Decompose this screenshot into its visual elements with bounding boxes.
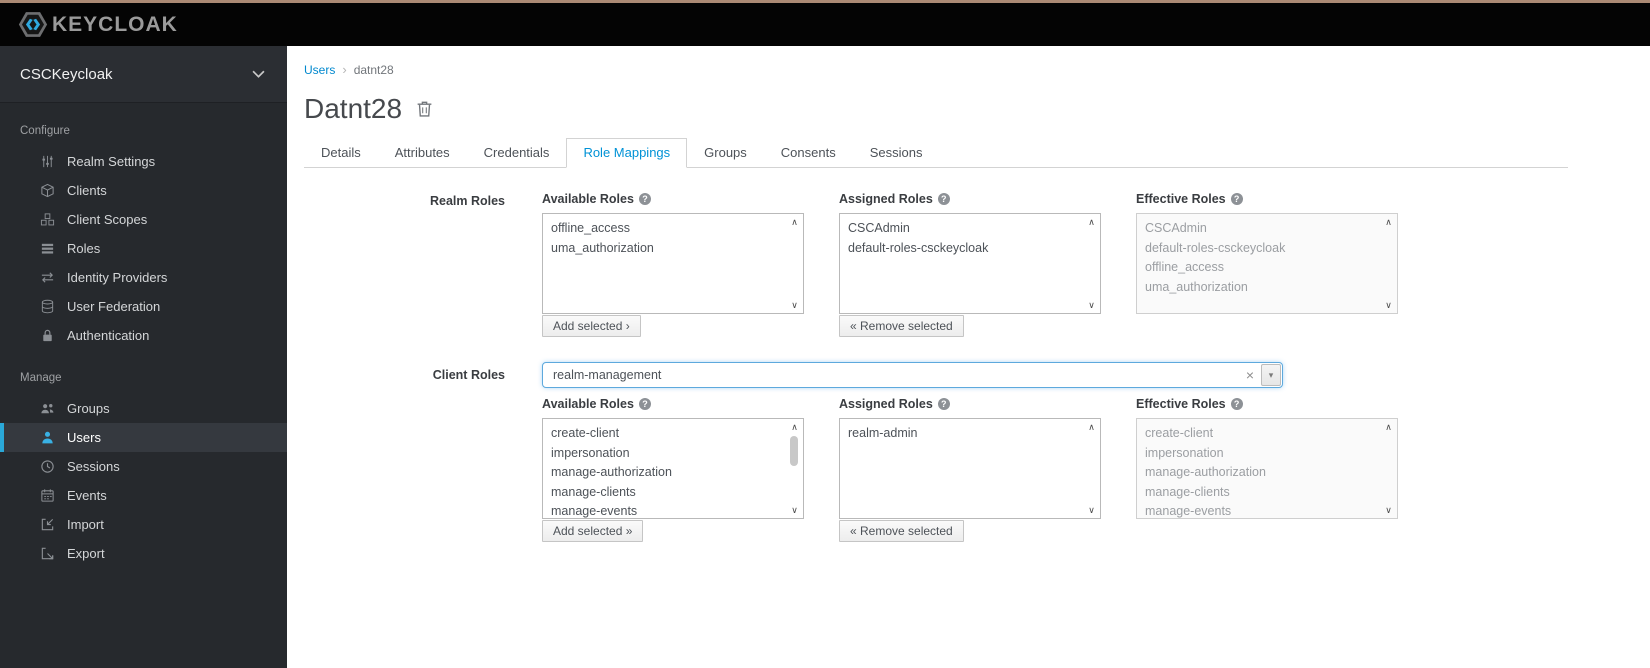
role-option: manage-events [1145,504,1232,518]
realm-roles-row [304,192,1650,337]
scroll-up-icon[interactable]: ∧ [1088,217,1095,227]
realm-assigned-roles-listbox[interactable] [839,213,1101,314]
scrollbar[interactable] [1381,215,1396,312]
client-available-roles-listbox[interactable] [542,418,804,519]
sidebar-item-label: Export [67,546,105,561]
users-group-icon [39,401,55,416]
breadcrumb-current: datnt28 [353,62,394,77]
role-option[interactable]: default-roles-csckeycloak [848,240,989,255]
realm-selector-label: CSCKeycloak [20,65,113,83]
role-mappings-form [304,192,1650,542]
scroll-up-icon[interactable]: ∧ [1088,422,1095,432]
realm-assigned-column [839,192,1101,337]
role-option[interactable]: impersonation [551,445,630,460]
keycloak-hexagon-icon [18,11,48,38]
scrollbar-thumb[interactable] [790,436,798,466]
sidebar-item-label: Identity Providers [67,270,168,285]
scrollbar[interactable] [1084,215,1099,312]
sidebar-item-label: Client Scopes [67,212,148,227]
sidebar-item-label: Clients [67,183,107,198]
lock-icon [39,328,55,343]
realm-remove-selected-button[interactable]: « Remove selected [839,315,964,337]
realm-selector[interactable] [0,46,287,103]
help-icon[interactable]: ? [1231,193,1243,205]
scroll-down-icon[interactable]: ∨ [1088,505,1095,515]
client-available-column [542,397,804,542]
client-remove-selected-button[interactable]: « Remove selected [839,520,964,542]
sidebar-item-authentication[interactable] [0,321,287,350]
effective-roles-label: Effective Roles [1136,192,1226,206]
tab-attributes[interactable]: Attributes [394,145,450,160]
help-icon[interactable]: ? [938,193,950,205]
available-roles-label: Available Roles [542,397,634,411]
keycloak-logo[interactable] [18,11,178,38]
export-icon [39,546,55,561]
page-title: Datnt28 [304,93,403,124]
caret-down-icon: ▾ [1268,369,1274,380]
breadcrumb [304,62,1650,77]
help-icon[interactable]: ? [938,398,950,410]
sidebar-item-label: Authentication [67,328,150,343]
client-effective-roles-listbox [1136,418,1398,519]
exchange-arrows-icon [39,270,55,285]
scrollbar[interactable] [787,420,802,517]
sliders-icon [39,154,55,169]
scroll-up-icon[interactable]: ∧ [791,217,798,227]
client-roles-lists-row [304,397,1650,542]
sidebar-item-events[interactable] [0,481,287,510]
role-option[interactable]: manage-events [551,504,638,518]
list-bars-icon [39,241,55,256]
scroll-down-icon[interactable]: ∨ [1385,505,1392,515]
clock-icon [39,459,55,474]
title-row [304,93,1650,125]
tab-credentials[interactable]: Credentials [483,145,550,160]
user-icon [39,430,55,445]
sidebar-nav [0,103,287,568]
role-option[interactable]: manage-clients [551,484,636,499]
combobox-dropdown-toggle[interactable] [1261,364,1281,386]
main-content [287,46,1650,668]
role-option[interactable]: create-client [551,426,620,440]
sidebar-item-users[interactable] [0,423,287,452]
scrollbar[interactable] [1381,420,1396,517]
top-navbar [0,3,1650,46]
chevron-down-icon [252,70,265,78]
sidebar-item-label: User Federation [67,299,161,314]
role-option: manage-clients [1145,484,1230,499]
assigned-roles-label: Assigned Roles [839,192,933,206]
realm-effective-column [1136,192,1398,337]
sidebar-item-groups[interactable] [0,394,287,423]
role-option: create-client [1145,426,1214,440]
realm-available-column [542,192,804,337]
role-option: offline_access [1145,260,1224,274]
sidebar-item-label: Import [67,517,104,532]
cubes-icon [39,212,55,227]
effective-roles-label: Effective Roles [1136,397,1226,411]
clear-selection-icon[interactable]: × [1245,367,1254,383]
client-assigned-roles-listbox[interactable] [839,418,1101,519]
realm-effective-roles-listbox [1136,213,1398,314]
sidebar-item-roles[interactable] [0,234,287,263]
sidebar-item-label: Users [67,430,101,445]
client-select-value[interactable]: realm-management [553,368,662,382]
tab-groups[interactable]: Groups [704,145,747,160]
help-icon[interactable]: ? [639,193,651,205]
calendar-icon [39,488,55,503]
sidebar-item-label: Events [67,488,107,503]
sidebar-item-clients[interactable] [0,176,287,205]
client-assigned-column [839,397,1101,542]
nav-section-configure: Configure [20,125,70,137]
sidebar-item-user-federation[interactable] [0,292,287,321]
role-option[interactable]: CSCAdmin [848,221,910,235]
tab-details[interactable]: Details [321,145,361,160]
help-icon[interactable]: ? [1231,398,1243,410]
assigned-roles-label: Assigned Roles [839,397,933,411]
sidebar-item-label: Sessions [67,459,120,474]
sidebar-item-realm-settings[interactable] [0,147,287,176]
role-option: manage-authorization [1145,465,1266,479]
scrollbar[interactable] [787,215,802,312]
client-add-selected-button[interactable]: Add selected » [542,520,643,542]
available-roles-label: Available Roles [542,192,634,206]
keycloak-logo-text: KEYCLOAK [52,12,178,36]
scroll-down-icon[interactable]: ∨ [791,505,798,515]
tab-role-mappings[interactable]: Role Mappings [566,138,687,168]
nav-section-manage: Manage [20,372,62,384]
realm-available-roles-listbox[interactable] [542,213,804,314]
scroll-up-icon[interactable]: ∧ [1385,422,1392,432]
sidebar-item-label: Realm Settings [67,154,156,169]
sidebar-item-sessions[interactable] [0,452,287,481]
sidebar-item-identity-providers[interactable] [0,263,287,292]
tab-consents[interactable]: Consents [780,145,836,160]
tab-bar [304,138,1568,168]
scroll-down-icon[interactable]: ∨ [791,300,798,310]
sidebar-item-export[interactable] [0,539,287,568]
database-icon [39,299,55,314]
scroll-down-icon[interactable]: ∨ [1385,300,1392,310]
scroll-up-icon[interactable]: ∧ [791,422,798,432]
client-roles-label: Client Roles [432,368,505,382]
sidebar-item-client-scopes[interactable] [0,205,287,234]
sidebar [0,46,287,668]
delete-user-trash-icon[interactable] [416,100,433,118]
tab-sessions[interactable]: Sessions [869,145,923,160]
scroll-up-icon[interactable]: ∧ [1385,217,1392,227]
scroll-down-icon[interactable]: ∨ [1088,300,1095,310]
role-option: uma_authorization [1145,279,1248,294]
role-option[interactable]: uma_authorization [551,240,654,255]
breadcrumb-users-link[interactable]: Users [304,62,336,77]
realm-add-selected-button[interactable]: Add selected › [542,315,641,337]
scrollbar[interactable] [1084,420,1099,517]
import-icon [39,517,55,532]
role-option[interactable]: offline_access [551,221,630,235]
sidebar-item-label: Groups [67,401,110,416]
sidebar-item-label: Roles [67,241,101,256]
role-option: default-roles-csckeycloak [1145,240,1286,255]
role-option: impersonation [1145,445,1224,460]
client-select-combobox[interactable] [542,362,1283,388]
cube-icon [39,183,55,198]
client-effective-column [1136,397,1398,542]
help-icon[interactable]: ? [639,398,651,410]
role-option[interactable]: realm-admin [848,426,918,440]
breadcrumb-separator-icon: › [342,62,347,77]
client-roles-select-row [304,362,1650,388]
sidebar-item-import[interactable] [0,510,287,539]
realm-roles-label: Realm Roles [429,194,505,208]
role-option: CSCAdmin [1145,221,1207,235]
role-option[interactable]: manage-authorization [551,465,672,479]
